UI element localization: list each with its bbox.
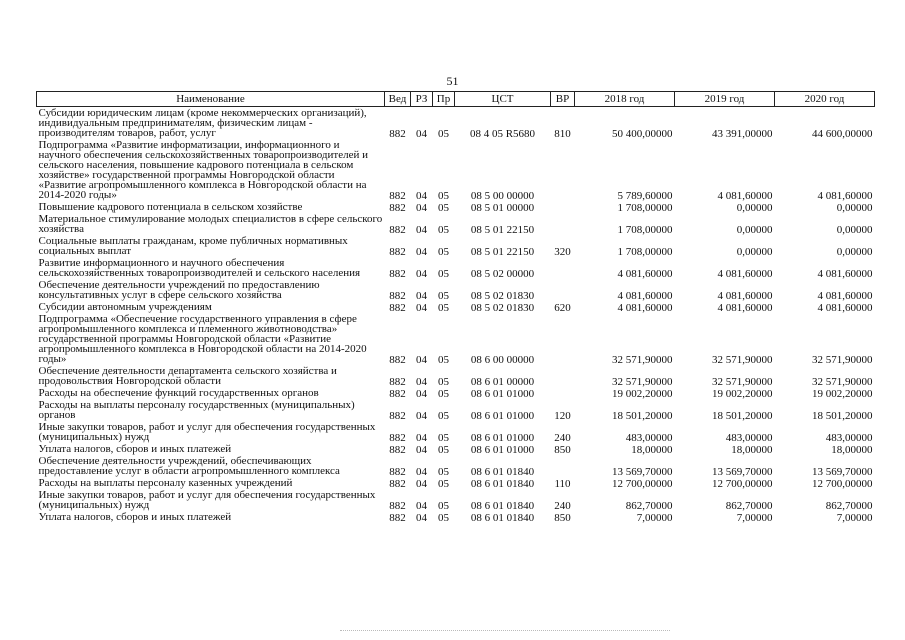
row-name: Субсидии юридическим лицам (кроме некоммерческих организаций), индивидуальным предпринимателям, физическим лицам - производителям товаров, работ, услуг xyxy=(38,107,367,139)
row-2019: 18,00000 xyxy=(731,444,773,456)
row-pr: 05 xyxy=(438,478,449,490)
row-cst: 08 5 01 22150 xyxy=(470,246,535,258)
table-row xyxy=(37,489,875,511)
row-rz: 04 xyxy=(416,478,427,490)
row-2018: 1 708,00000 xyxy=(617,224,673,236)
row-ved: 882 xyxy=(389,466,406,478)
header-vr: ВР xyxy=(551,92,575,107)
row-name: Расходы на обеспечение функций государственных органов xyxy=(38,387,319,399)
row-ved: 882 xyxy=(389,224,406,236)
row-pr: 05 xyxy=(438,376,449,388)
row-2020: 12 700,00000 xyxy=(812,478,873,490)
row-rz: 04 xyxy=(416,512,427,524)
row-vr: 120 xyxy=(554,410,571,422)
row-name: Расходы на выплаты персоналу казенных учреждений xyxy=(38,477,293,489)
row-rz: 04 xyxy=(416,466,427,478)
row-2020: 13 569,70000 xyxy=(812,466,873,478)
row-name: Иные закупки товаров, работ и услуг для обеспечения государственных (муниципальных) нужд xyxy=(38,421,376,443)
row-vr: 850 xyxy=(554,444,571,456)
table-row xyxy=(37,235,875,257)
table-row xyxy=(37,213,875,235)
row-pr: 05 xyxy=(438,432,449,444)
row-2019: 18 501,20000 xyxy=(712,410,773,422)
row-2018: 32 571,90000 xyxy=(612,354,673,366)
row-2018: 5 789,60000 xyxy=(617,190,673,202)
row-vr xyxy=(551,365,575,387)
row-2020: 862,70000 xyxy=(825,500,873,512)
row-vr: 320 xyxy=(554,246,571,258)
row-vr xyxy=(551,213,575,235)
row-pr: 05 xyxy=(438,466,449,478)
row-2019: 0,00000 xyxy=(736,202,773,214)
row-rz: 04 xyxy=(416,432,427,444)
table-row xyxy=(37,387,875,399)
row-vr xyxy=(551,257,575,279)
table-row xyxy=(37,201,875,213)
row-2020: 483,00000 xyxy=(825,432,873,444)
row-pr: 05 xyxy=(438,190,449,202)
row-cst: 08 6 01 01840 xyxy=(470,500,535,512)
row-2018: 18 501,20000 xyxy=(612,410,673,422)
row-2018: 1 708,00000 xyxy=(617,246,673,258)
row-2020: 0,00000 xyxy=(836,246,873,258)
row-2020: 4 081,60000 xyxy=(817,268,873,280)
row-2020: 18,00000 xyxy=(831,444,873,456)
row-vr: 850 xyxy=(554,512,571,524)
row-2019: 4 081,60000 xyxy=(717,302,773,314)
row-2018: 483,00000 xyxy=(625,432,673,444)
row-name: Социальные выплаты гражданам, кроме публичных нормативных социальных выплат xyxy=(38,235,348,257)
row-vr xyxy=(551,139,575,201)
row-rz: 04 xyxy=(416,388,427,400)
table-row xyxy=(37,279,875,301)
row-cst: 08 6 01 01000 xyxy=(470,432,535,444)
row-2019: 4 081,60000 xyxy=(717,290,773,302)
row-rz: 04 xyxy=(416,224,427,236)
row-pr: 05 xyxy=(438,302,449,314)
row-2018: 7,00000 xyxy=(636,512,673,524)
header-cst: ЦСТ xyxy=(455,92,551,107)
row-cst: 08 6 01 01000 xyxy=(470,410,535,422)
row-rz: 04 xyxy=(416,128,427,140)
row-2019: 43 391,00000 xyxy=(712,128,773,140)
row-pr: 05 xyxy=(438,224,449,236)
row-2018: 32 571,90000 xyxy=(612,376,673,388)
row-name: Развитие информационного и научного обеспечения сельскохозяйственных товаропроизводителей и сельского населения xyxy=(38,257,361,279)
row-vr: 240 xyxy=(554,500,571,512)
header-2019: 2019 год xyxy=(675,92,775,107)
row-pr: 05 xyxy=(438,500,449,512)
row-2020: 4 081,60000 xyxy=(817,190,873,202)
row-ved: 882 xyxy=(389,500,406,512)
table-row xyxy=(37,477,875,489)
row-rz: 04 xyxy=(416,376,427,388)
row-cst: 08 5 01 00000 xyxy=(470,202,535,214)
row-vr xyxy=(551,201,575,213)
row-ved: 882 xyxy=(389,202,406,214)
row-2018: 4 081,60000 xyxy=(617,290,673,302)
row-cst: 08 6 01 01000 xyxy=(470,388,535,400)
table-header xyxy=(37,92,875,107)
row-2018: 13 569,70000 xyxy=(612,466,673,478)
row-2018: 1 708,00000 xyxy=(617,202,673,214)
row-vr xyxy=(551,313,575,365)
table-row xyxy=(37,257,875,279)
row-2019: 19 002,20000 xyxy=(712,388,773,400)
row-cst: 08 6 01 01840 xyxy=(470,466,535,478)
row-ved: 882 xyxy=(389,246,406,258)
row-name: Обеспечение деятельности учреждений, обеспечивающих предоставление услуг в области агропромышленного комплекса xyxy=(38,455,340,477)
row-2019: 13 569,70000 xyxy=(712,466,773,478)
row-2019: 483,00000 xyxy=(725,432,773,444)
table-row xyxy=(37,313,875,365)
row-cst: 08 5 02 01830 xyxy=(470,302,535,314)
row-2020: 0,00000 xyxy=(836,202,873,214)
table-row xyxy=(37,139,875,201)
row-ved: 882 xyxy=(389,512,406,524)
row-cst: 08 5 00 00000 xyxy=(470,190,535,202)
row-pr: 05 xyxy=(438,354,449,366)
row-pr: 05 xyxy=(438,444,449,456)
row-pr: 05 xyxy=(438,388,449,400)
header-2020: 2020 год xyxy=(775,92,875,107)
row-rz: 04 xyxy=(416,190,427,202)
page-number: 51 xyxy=(446,74,459,88)
header-2018: 2018 год xyxy=(575,92,675,107)
row-2018: 4 081,60000 xyxy=(617,268,673,280)
row-2020: 44 600,00000 xyxy=(812,128,873,140)
row-2020: 18 501,20000 xyxy=(812,410,873,422)
row-rz: 04 xyxy=(416,290,427,302)
row-2019: 4 081,60000 xyxy=(717,268,773,280)
row-pr: 05 xyxy=(438,410,449,422)
row-ved: 882 xyxy=(389,478,406,490)
row-2020: 7,00000 xyxy=(836,512,873,524)
row-pr: 05 xyxy=(438,268,449,280)
row-ved: 882 xyxy=(389,376,406,388)
row-2019: 4 081,60000 xyxy=(717,190,773,202)
row-2020: 0,00000 xyxy=(836,224,873,236)
table-row xyxy=(37,455,875,477)
row-pr: 05 xyxy=(438,128,449,140)
row-rz: 04 xyxy=(416,410,427,422)
row-rz: 04 xyxy=(416,354,427,366)
row-name: Обеспечение деятельности департамента сельского хозяйства и продовольствия Новгородской области xyxy=(38,365,337,387)
row-rz: 04 xyxy=(416,268,427,280)
row-name: Повышение кадрового потенциала в сельском хозяйстве xyxy=(38,201,303,213)
row-ved: 882 xyxy=(389,388,406,400)
row-vr xyxy=(551,387,575,399)
row-rz: 04 xyxy=(416,246,427,258)
row-2020: 4 081,60000 xyxy=(817,302,873,314)
table-row xyxy=(37,399,875,421)
header-name: Наименование xyxy=(37,92,385,107)
row-ved: 882 xyxy=(389,302,406,314)
header-ved: Вед xyxy=(385,92,411,107)
row-ved: 882 xyxy=(389,354,406,366)
row-vr: 110 xyxy=(554,478,571,490)
row-2018: 4 081,60000 xyxy=(617,302,673,314)
table-body xyxy=(37,107,875,524)
budget-table xyxy=(36,91,875,523)
row-vr xyxy=(551,279,575,301)
row-name: Субсидии автономным учреждениям xyxy=(38,301,212,313)
row-ved: 882 xyxy=(389,190,406,202)
row-name: Иные закупки товаров, работ и услуг для обеспечения государственных (муниципальных) нужд xyxy=(38,489,376,511)
row-2018: 19 002,20000 xyxy=(612,388,673,400)
row-ved: 882 xyxy=(389,290,406,302)
row-name: Подпрограмма «Развитие информатизации, информационного и научного обеспечения сельскохозяйственных товаропроизводителей и сельского населения, повышение кадрового потенциала в сельском хозяйстве» государственной программы Новгородской области «Развитие агропромышленного комплекса в Новгородской области на 2014-2020 годы» xyxy=(38,139,368,201)
row-2020: 19 002,20000 xyxy=(812,388,873,400)
table-row xyxy=(37,365,875,387)
table-row xyxy=(37,421,875,443)
row-2019: 862,70000 xyxy=(725,500,773,512)
row-pr: 05 xyxy=(438,290,449,302)
header-rz: РЗ xyxy=(411,92,433,107)
row-name: Подпрограмма «Обеспечение государственного управления в сфере агропромышленного комплекса и племенного животноводства» государственной программы Новгородской области «Развитие агропромышленного комплекса в Новгородской области на 2014-2020 годы» xyxy=(38,313,367,365)
row-2018: 862,70000 xyxy=(625,500,673,512)
scan-artifact xyxy=(340,630,670,633)
row-rz: 04 xyxy=(416,202,427,214)
row-name: Расходы на выплаты персоналу государственных (муниципальных) органов xyxy=(38,399,355,421)
row-ved: 882 xyxy=(389,410,406,422)
row-pr: 05 xyxy=(438,246,449,258)
row-cst: 08 6 01 00000 xyxy=(470,376,535,388)
row-rz: 04 xyxy=(416,444,427,456)
row-pr: 05 xyxy=(438,512,449,524)
row-cst: 08 5 01 22150 xyxy=(470,224,535,236)
row-cst: 08 4 05 R5680 xyxy=(469,128,536,140)
row-rz: 04 xyxy=(416,500,427,512)
row-cst: 08 6 01 01000 xyxy=(470,444,535,456)
row-ved: 882 xyxy=(389,432,406,444)
row-ved: 882 xyxy=(389,268,406,280)
row-ved: 882 xyxy=(389,444,406,456)
row-name: Уплата налогов, сборов и иных платежей xyxy=(38,443,232,455)
header-pr: Пр xyxy=(433,92,455,107)
row-2019: 12 700,00000 xyxy=(712,478,773,490)
row-ved: 882 xyxy=(389,128,406,140)
row-2020: 32 571,90000 xyxy=(812,354,873,366)
row-name: Уплата налогов, сборов и иных платежей xyxy=(38,511,232,523)
table-row xyxy=(37,107,875,140)
row-cst: 08 6 01 01840 xyxy=(470,478,535,490)
row-2020: 4 081,60000 xyxy=(817,290,873,302)
row-2018: 18,00000 xyxy=(631,444,673,456)
row-2019: 32 571,90000 xyxy=(712,354,773,366)
row-2018: 12 700,00000 xyxy=(612,478,673,490)
row-cst: 08 6 01 01840 xyxy=(470,512,535,524)
row-name: Обеспечение деятельности учреждений по предоставлению консультативных услуг в сфере сельского хозяйства xyxy=(38,279,320,301)
row-2019: 32 571,90000 xyxy=(712,376,773,388)
row-pr: 05 xyxy=(438,202,449,214)
row-2019: 0,00000 xyxy=(736,224,773,236)
row-name: Материальное стимулирование молодых специалистов в сфере сельского хозяйства xyxy=(38,213,383,235)
table-row xyxy=(37,511,875,523)
row-vr: 240 xyxy=(554,432,571,444)
table-row xyxy=(37,443,875,455)
row-cst: 08 5 02 00000 xyxy=(470,268,535,280)
row-2018: 50 400,00000 xyxy=(612,128,673,140)
row-2019: 0,00000 xyxy=(736,246,773,258)
row-rz: 04 xyxy=(416,302,427,314)
row-vr: 810 xyxy=(554,128,571,140)
row-vr: 620 xyxy=(554,302,571,314)
row-2020: 32 571,90000 xyxy=(812,376,873,388)
row-2019: 7,00000 xyxy=(736,512,773,524)
table-row xyxy=(37,301,875,313)
row-cst: 08 6 00 00000 xyxy=(470,354,535,366)
row-vr xyxy=(551,455,575,477)
row-cst: 08 5 02 01830 xyxy=(470,290,535,302)
